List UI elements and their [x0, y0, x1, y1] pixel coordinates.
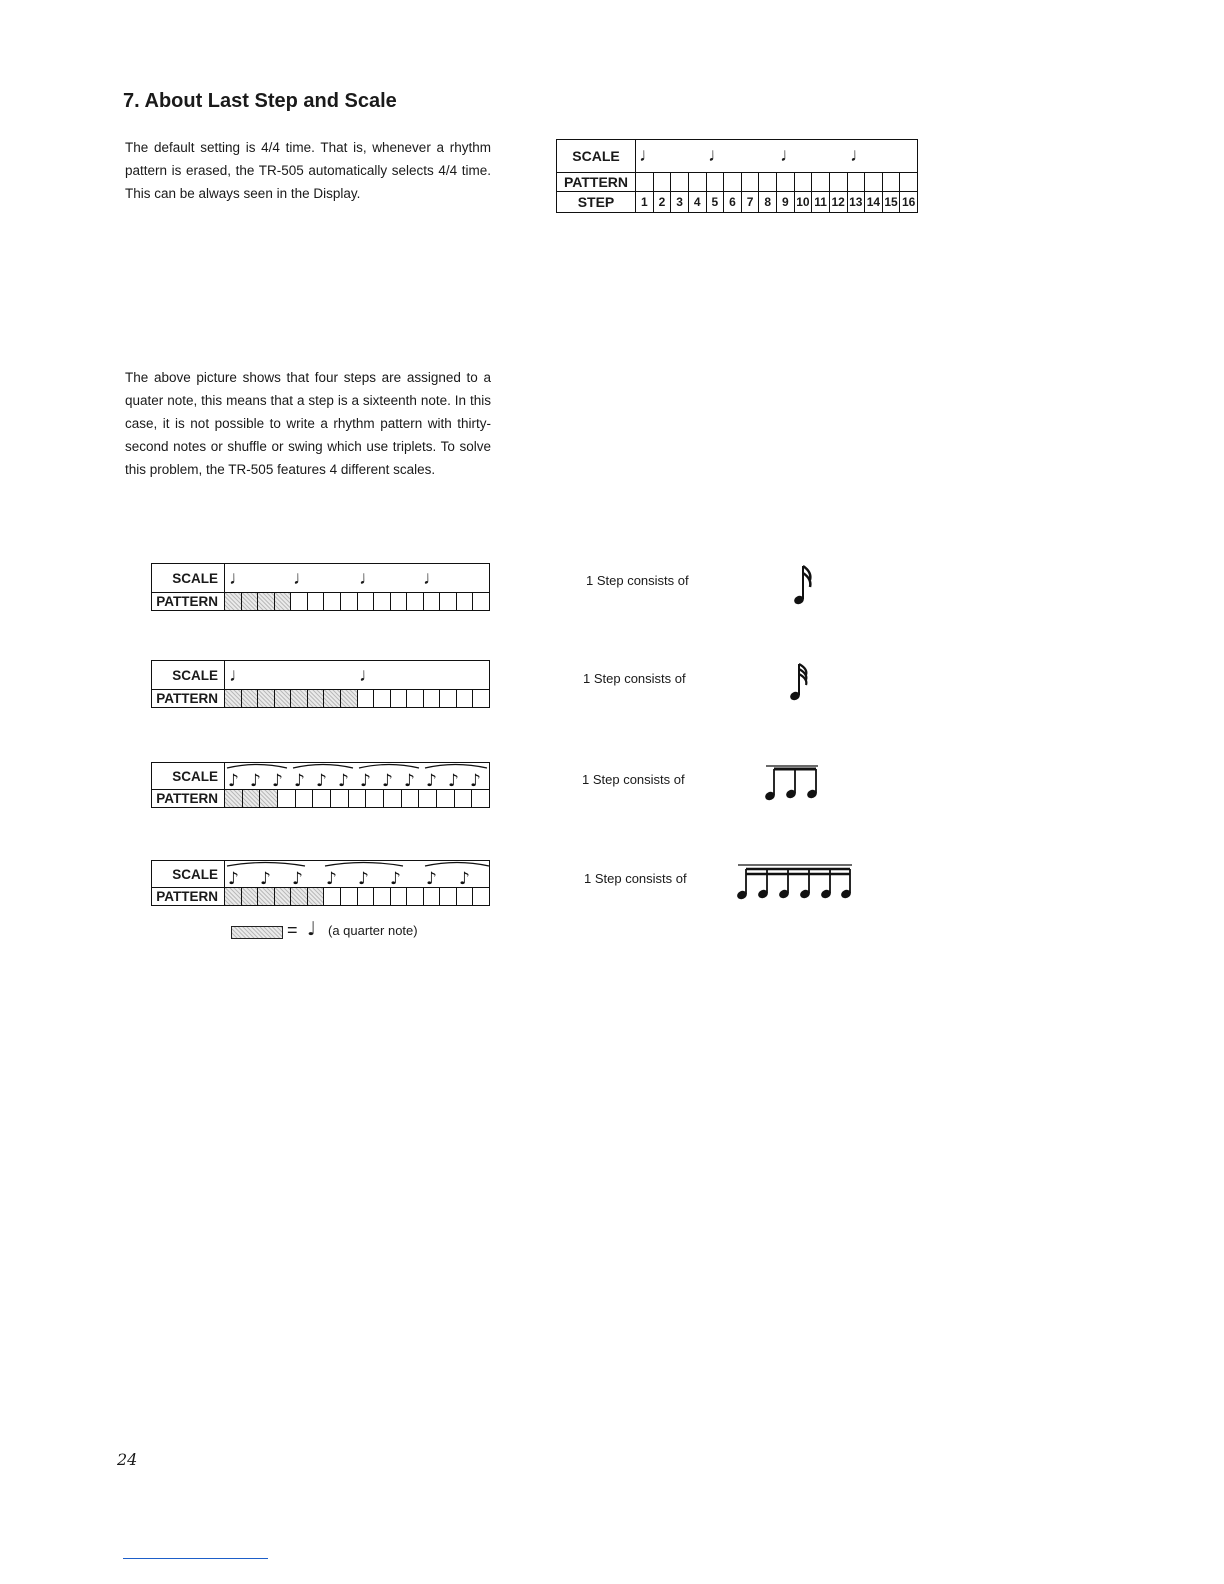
scale-diagram-1	[151, 563, 490, 611]
eighth-note-triplets-icon	[225, 861, 491, 887]
scale-label: SCALE	[152, 763, 225, 790]
svg-text:♪: ♪	[426, 869, 437, 887]
quarter-note-icon: ♩	[229, 665, 248, 686]
quarter-note-icon: ♩	[359, 568, 378, 589]
quarter-note-icon: ♩	[229, 568, 248, 589]
step-caption: 1 Step consists of	[583, 671, 686, 686]
pattern-label: PATTERN	[152, 690, 225, 708]
eighth-note-triplets-icon	[225, 763, 491, 789]
step-number: 2	[654, 192, 672, 212]
scale-label: SCALE	[152, 661, 225, 690]
step-number: 10	[795, 192, 813, 212]
svg-text:♪: ♪	[260, 869, 271, 887]
svg-text:♪: ♪	[250, 771, 261, 789]
svg-text:♪: ♪	[358, 869, 369, 887]
step-number: 4	[689, 192, 707, 212]
svg-text:♪: ♪	[228, 869, 239, 887]
pattern-label: PATTERN	[557, 173, 636, 192]
display-diagram	[556, 139, 918, 213]
quarter-note-icon: ♩	[423, 568, 442, 589]
step-number: 14	[865, 192, 883, 212]
step-number: 6	[724, 192, 742, 212]
svg-text:♪: ♪	[292, 869, 303, 887]
page-number: 24	[117, 1450, 138, 1469]
svg-text:♪: ♪	[272, 771, 283, 789]
step-number: 12	[830, 192, 848, 212]
quarter-note-icon: ♩	[780, 145, 799, 166]
step-number: 1	[636, 192, 654, 212]
step-number: 11	[812, 192, 830, 212]
svg-text:♪: ♪	[360, 771, 371, 789]
svg-text:♪: ♪	[448, 771, 459, 789]
pattern-cells	[636, 173, 917, 191]
footer-rule	[123, 1558, 268, 1559]
quarter-note-icon: ♩	[850, 145, 869, 166]
quarter-note-icon: ♩	[359, 665, 378, 686]
step-number: 16	[902, 195, 916, 209]
step-label: STEP	[557, 192, 636, 213]
triplet-notes-icon	[762, 762, 822, 804]
shaded-box-legend-icon	[231, 926, 283, 939]
pattern-label: PATTERN	[152, 888, 225, 906]
step-number: 8	[759, 192, 777, 212]
svg-text:♪: ♪	[294, 771, 305, 789]
quarter-note-icon: ♩	[307, 918, 316, 940]
intro-paragraph: The default setting is 4/4 time. That is, whenever a rhythm pattern is erased, the TR-505 automatically selects 4/4 time. This can be always seen in the Display.	[125, 140, 491, 201]
sextuplet-notes-icon	[736, 862, 854, 904]
page-title: 7. About Last Step and Scale	[123, 90, 397, 112]
svg-text:♪: ♪	[459, 869, 470, 887]
scale-notes	[636, 140, 917, 172]
step-number: 13	[848, 192, 866, 212]
pattern-label: PATTERN	[152, 593, 225, 611]
svg-text:♪: ♪	[228, 771, 239, 789]
svg-text:♪: ♪	[326, 869, 337, 887]
step-numbers	[636, 192, 917, 212]
svg-text:♪: ♪	[338, 771, 349, 789]
svg-text:♪: ♪	[426, 771, 437, 789]
quarter-note-icon: ♩	[708, 145, 727, 166]
scale-label: SCALE	[152, 564, 225, 593]
scale-label: SCALE	[152, 861, 225, 888]
svg-text:♪: ♪	[390, 869, 401, 887]
step-caption: 1 Step consists of	[584, 871, 687, 886]
sixty-fourth-note-icon	[786, 660, 816, 704]
quarter-note-icon: ♩	[293, 568, 312, 589]
svg-text:♪: ♪	[316, 771, 327, 789]
scale-diagram-4	[151, 860, 490, 906]
scale-diagram-3	[151, 762, 490, 808]
step-caption: 1 Step consists of	[582, 772, 685, 787]
scale-diagram-2	[151, 660, 490, 708]
pattern-label: PATTERN	[152, 790, 225, 808]
svg-text:♪: ♪	[404, 771, 415, 789]
scales-paragraph: The above picture shows that four steps are assigned to a quater note, this means that a step is a sixteenth note. In this case, it is not possible to write a rhythm pattern with thirty-second notes or shuffle or swing which use triplets. To solve this problem, the TR-505 features 4 different scales.	[125, 370, 491, 477]
thirty-second-note-icon	[790, 562, 820, 608]
scale-label: SCALE	[557, 140, 636, 173]
svg-text:♪: ♪	[382, 771, 393, 789]
svg-text:♪: ♪	[470, 771, 481, 789]
step-number: 5	[707, 192, 725, 212]
step-number: 3	[671, 192, 689, 212]
legend-text: (a quarter note)	[328, 923, 418, 938]
step-number: 7	[742, 192, 760, 212]
step-number: 9	[777, 192, 795, 212]
step-number: 15	[883, 192, 901, 212]
quarter-note-icon: ♩	[639, 145, 658, 166]
equals-sign: =	[287, 920, 298, 940]
step-caption: 1 Step consists of	[586, 573, 689, 588]
